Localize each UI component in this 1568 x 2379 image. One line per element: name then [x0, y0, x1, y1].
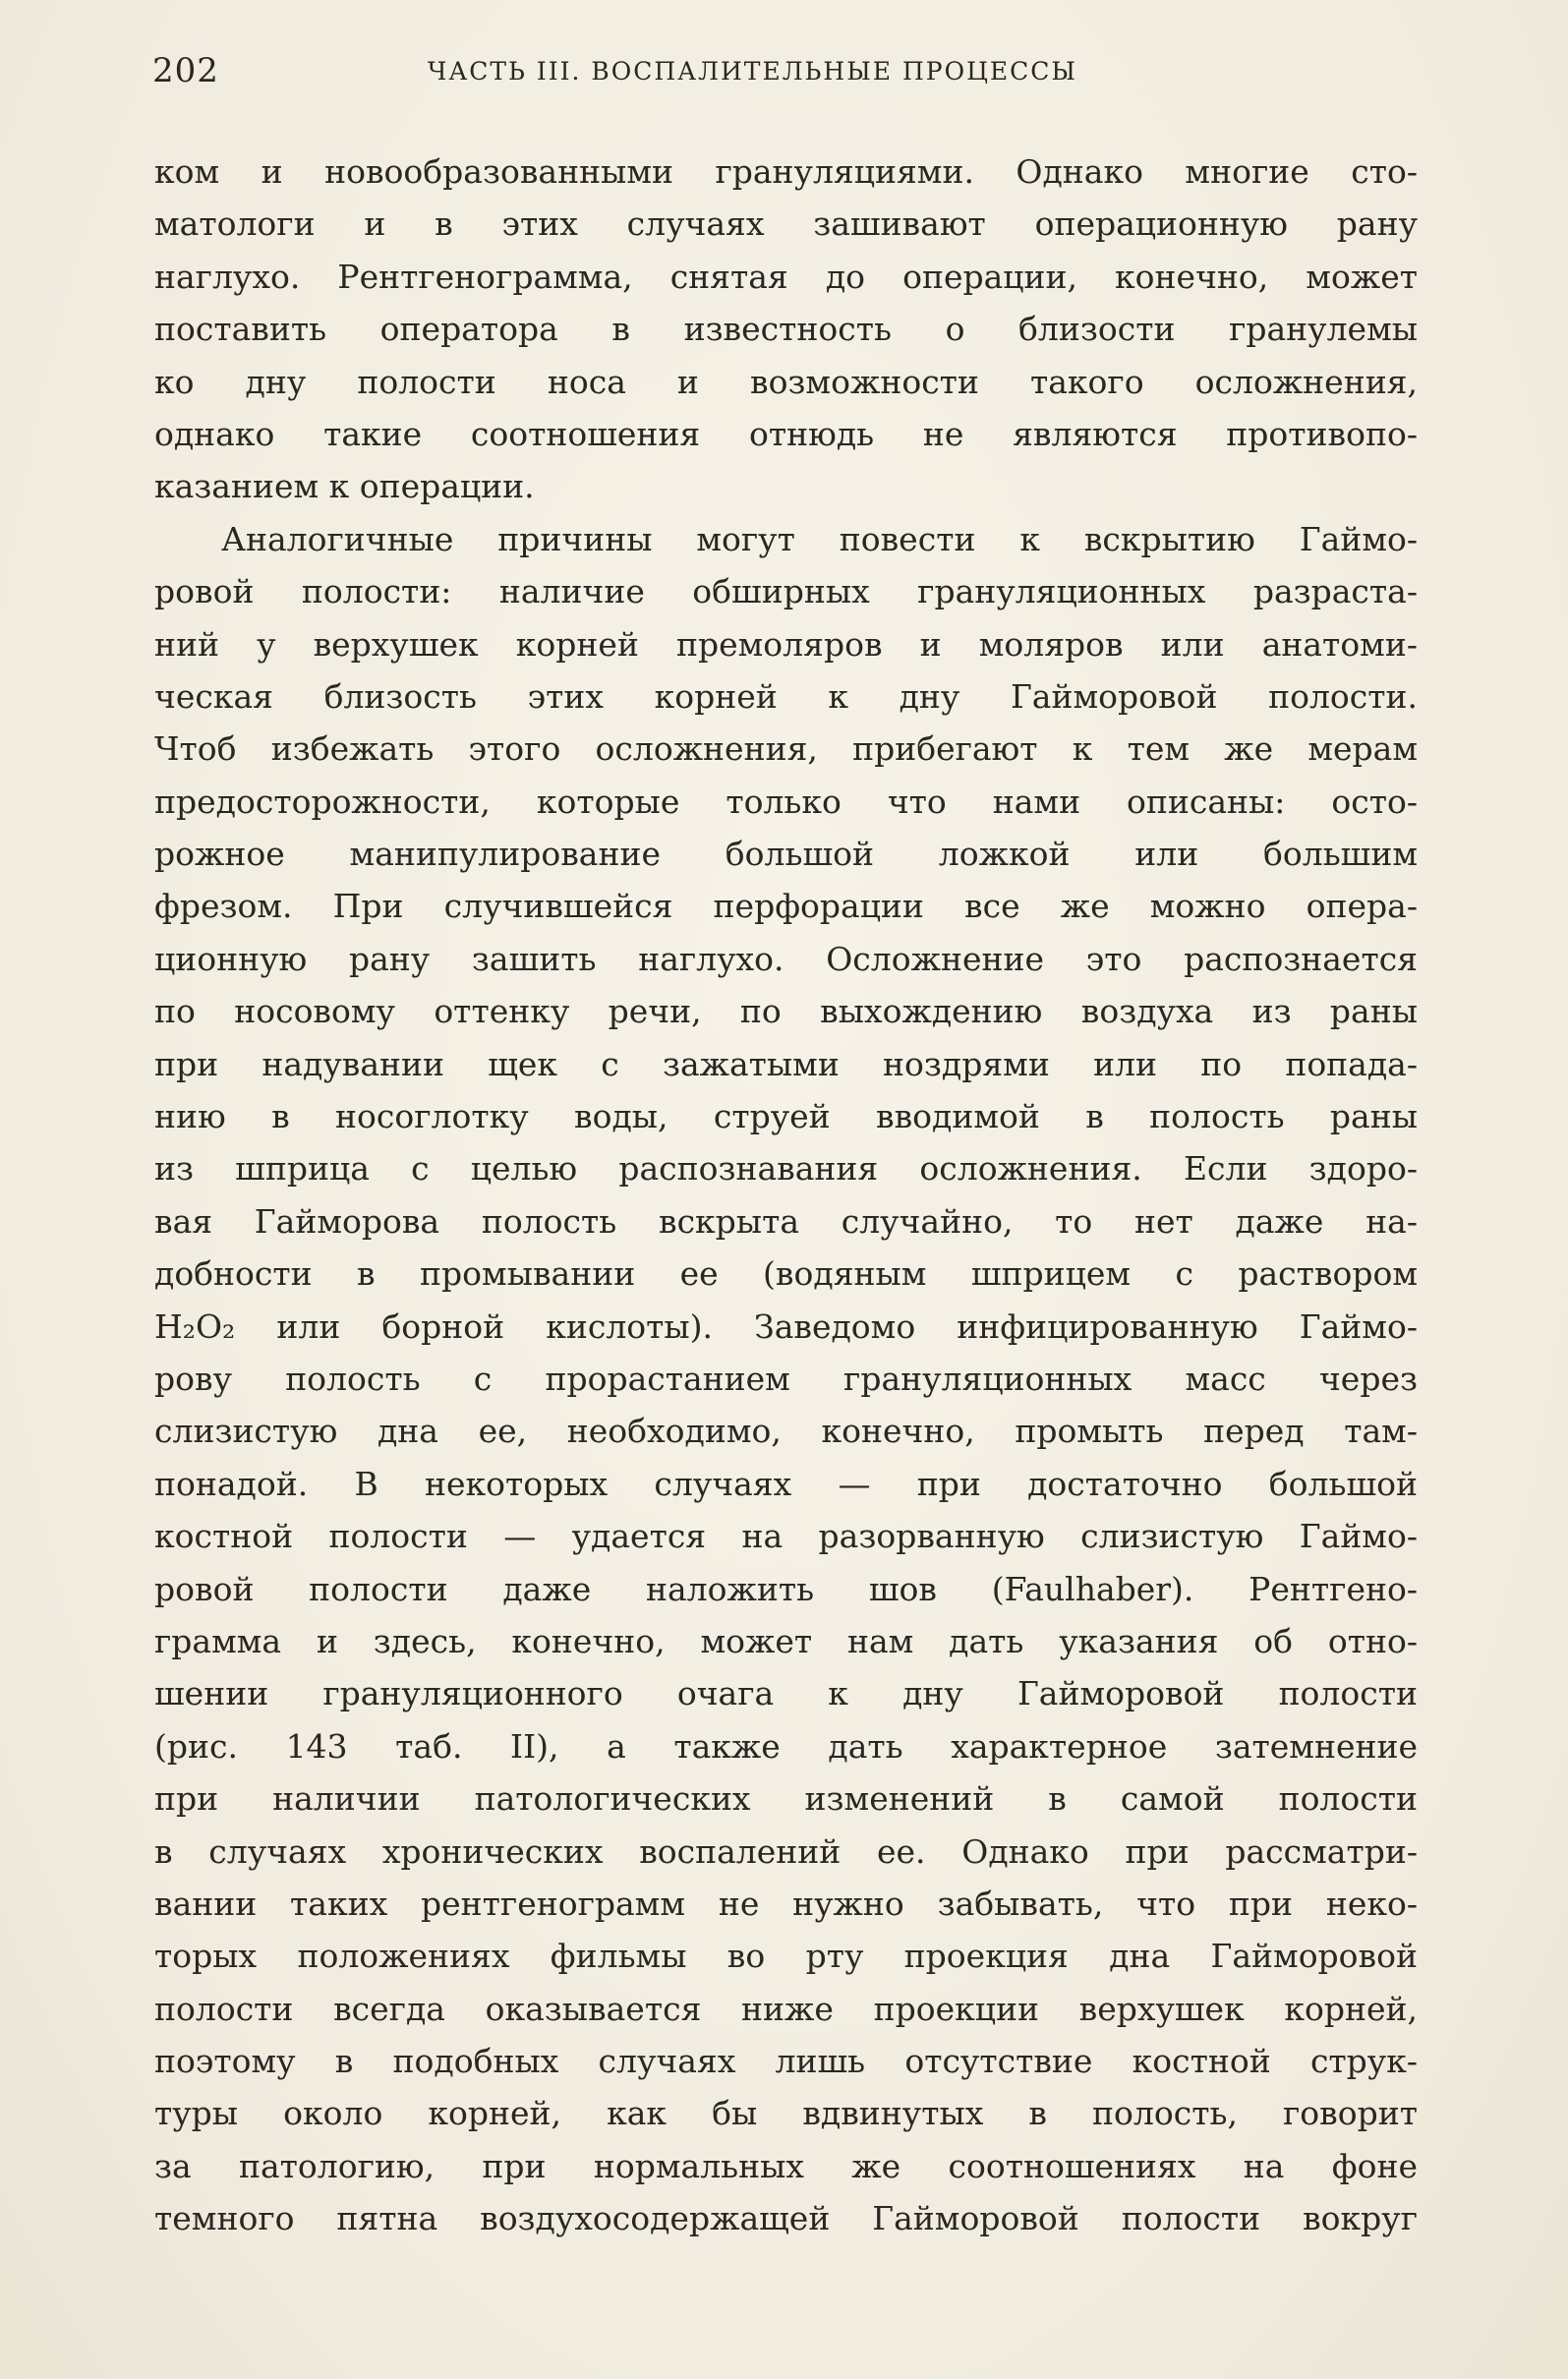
text-line: за патологию, при нормальных же соотношениях на фоне	[154, 2146, 1418, 2185]
text-line: полости всегда оказывается ниже проекции верхушек корней,	[154, 1989, 1418, 2028]
text-line: H₂O₂ или борной кислоты). Заведомо инфицированную Гаймо-	[154, 1306, 1418, 1346]
text-line: грамма и здесь, конечно, может нам дать указания об отно-	[154, 1621, 1418, 1660]
text-line: добности в промывании ее (водяным шприцем с раствором	[154, 1254, 1418, 1294]
text-line: вая Гайморова полость вскрыта случайно, то нет даже на-	[154, 1201, 1418, 1241]
text-line: предосторожности, которые только что нами описаны: осто-	[154, 782, 1418, 821]
text-line: в случаях хронических воспалений ее. Однако при рассматри-	[154, 1831, 1418, 1871]
text-line: ционную рану зашить наглухо. Осложнение это распознается	[154, 939, 1418, 978]
text-line: рожное манипулирование большой ложкой или большим	[154, 835, 1418, 874]
body-text	[154, 145, 1418, 2245]
text-line: при надувании щек с зажатыми ноздрями или по попада-	[154, 1044, 1418, 1083]
text-line: ком и новообразованными грануляциями. Однако многие сто-	[154, 152, 1418, 191]
text-line: торых положениях фильмы во рту проекция дна Гайморовой	[154, 1937, 1418, 1976]
running-head: ЧАСТЬ III. ВОСПАЛИТЕЛЬНЫЕ ПРОЦЕССЫ	[428, 57, 1078, 86]
page-header	[152, 51, 1416, 90]
page-number: 202	[152, 51, 219, 90]
text-line: (рис. 143 таб. II), а также дать характерное затемнение	[154, 1726, 1418, 1766]
text-line: рову полость с прорастанием грануляционных масс через	[154, 1359, 1418, 1398]
text-line: ровой полости: наличие обширных грануляционных разраста-	[154, 572, 1418, 611]
text-line: шении грануляционного очага к дну Гайморовой полости	[154, 1674, 1418, 1713]
text-line: по носовому оттенку речи, по выхождению воздуха из раны	[154, 992, 1418, 1031]
text-line: поставить оператора в известность о близости гранулемы	[154, 310, 1418, 349]
text-line: наглухо. Рентгенограмма, снятая до операции, конечно, может	[154, 257, 1418, 296]
text-line: костной полости — удается на разорванную слизистую Гаймо-	[154, 1517, 1418, 1556]
text-line: нию в носоглотку воды, струей вводимой в полость раны	[154, 1097, 1418, 1136]
text-line: ко дну полости носа и возможности такого осложнения,	[154, 362, 1418, 401]
paragraph-first-line: Аналогичные причины могут повести к вскрытию Гаймо-	[221, 519, 1418, 558]
text-line: понадой. В некоторых случаях — при достаточно большой	[154, 1464, 1418, 1503]
text-line: из шприца с целью распознавания осложнения. Если здоро-	[154, 1149, 1418, 1189]
text-line: поэтому в подобных случаях лишь отсутствие костной струк-	[154, 2042, 1418, 2081]
text-line: слизистую дна ее, необходимо, конечно, промыть перед там-	[154, 1412, 1418, 1451]
text-line: при наличии патологических изменений в самой полости	[154, 1779, 1418, 1819]
text-line: фрезом. При случившейся перфорации все же можно опера-	[154, 887, 1418, 926]
text-line: Чтоб избежать этого осложнения, прибегают к тем же мерам	[154, 729, 1418, 769]
text-line: вании таких рентгенограмм не нужно забывать, что при неко-	[154, 1884, 1418, 1923]
paragraph-end-line: казанием к операции.	[154, 467, 535, 506]
text-line: однако такие соотношения отнюдь не являются противопо-	[154, 414, 1418, 453]
text-line: ровой полости даже наложить шов (Faulhaber). Рентгено-	[154, 1569, 1418, 1608]
text-line: матологи и в этих случаях зашивают операционную рану	[154, 204, 1418, 244]
text-line: ний у верхушек корней премоляров и моляров или анатоми-	[154, 624, 1418, 664]
text-line: темного пятна воздухосодержащей Гайморовой полости вокруг	[154, 2199, 1418, 2238]
text-line: ческая близость этих корней к дну Гайморовой полости.	[154, 676, 1418, 716]
text-line: туры около корней, как бы вдвинутых в полость, говорит	[154, 2094, 1418, 2133]
